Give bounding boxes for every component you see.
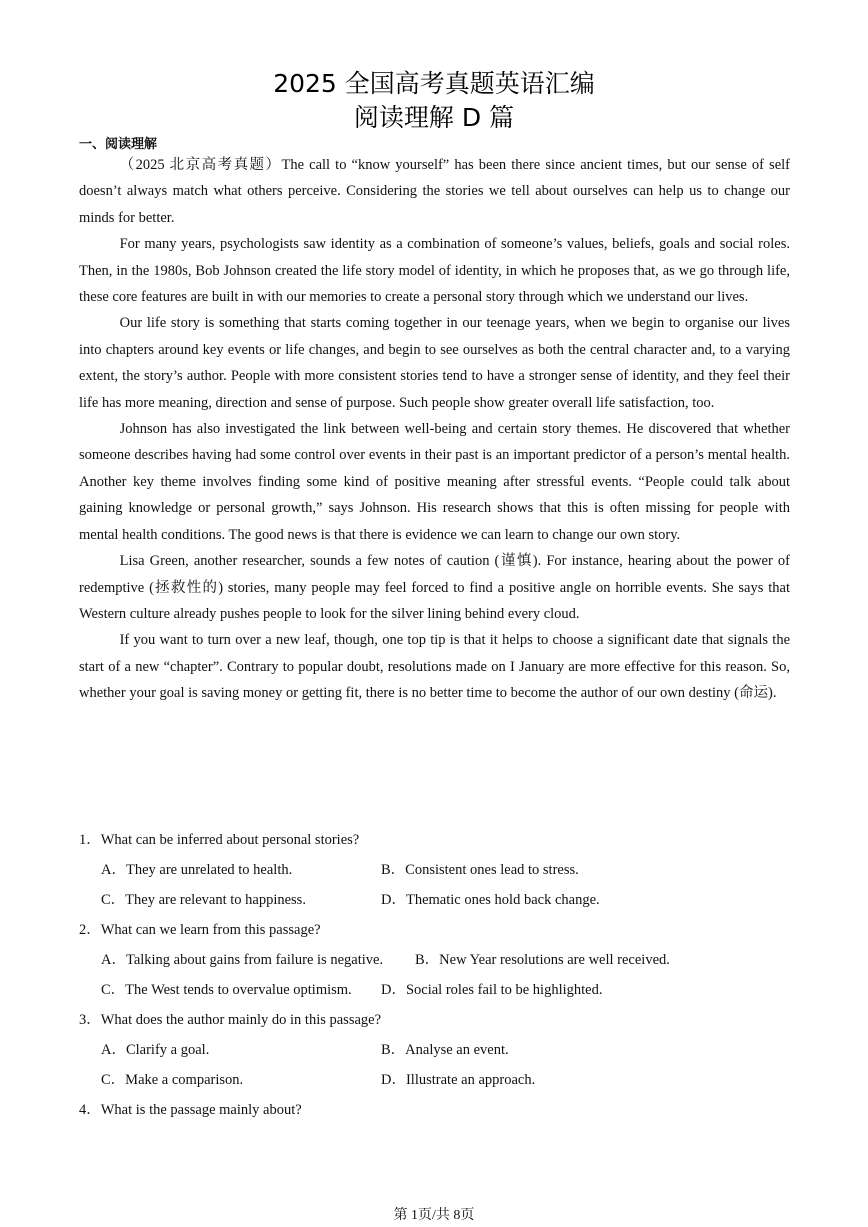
option-b: B．Consistent ones lead to stress. — [381, 862, 579, 878]
option-a: A．Talking about gains from failure is negative. — [101, 952, 384, 968]
section-heading: 一、阅读理解 — [79, 137, 158, 152]
page-number: 第 1页/共 8页 — [393, 1208, 475, 1223]
question-3 — [79, 1005, 790, 1095]
option-c: C．The West tends to overvalue optimism. — [101, 982, 352, 998]
option-a: A．Clarify a goal. — [101, 1042, 210, 1058]
document-title: 2025 全国高考真题英语汇编 — [273, 69, 595, 98]
passage-paragraph-6: If you want to turn over a new leaf, though, one top tip is that it helps to choose a significant date that signals the start of a new “chapter”. Contrary to popular doubt, resolutions made on I January are more effective for this reason. So, whether your goal is saving money or getting fit, there is no better time to become the author of our own destiny (命运). — [79, 632, 790, 702]
option-a: A．They are unrelated to health. — [101, 862, 293, 878]
passage-paragraph-3: Our life story is something that starts coming together in our teenage years, when we begin to organise our lives into chapters around key events or life changes, and begin to see ourselves as both the central character and, to a varying extent, the story’s author. People with more consistent stories tend to have a stronger sense of identity, and they feel their life has more meaning, direction and sense of purpose. Such people show greater overall life satisfaction, too. — [79, 315, 790, 411]
option-row — [79, 1065, 790, 1095]
question-stem: 2．What can we learn from this passage? — [79, 922, 321, 938]
option-row — [79, 885, 790, 915]
passage-paragraph-2: For many years, psychologists saw identity as a combination of someone’s values, beliefs, goals and social roles. Then, in the 1980s, Bob Johnson created the life story model of identity, in which he proposes that, as we go through life, these core features are built in with our memories to create a personal story through which we understand our lives. — [79, 236, 790, 306]
passage-paragraph-5: Lisa Green, another researcher, sounds a few notes of caution (谨慎). For instance, hearing about the power of redemptive (拯救性的) stories, many people may feel forced to find a positive angle on horrible events. She says that Western culture already pushes people to look for the silver lining behind every cloud. — [79, 553, 790, 622]
question-stem: 4．What is the passage mainly about? — [79, 1102, 302, 1118]
option-c: C．They are relevant to happiness. — [101, 892, 306, 908]
question-stem: 3．What does the author mainly do in this passage? — [79, 1012, 382, 1028]
option-d: D．Illustrate an approach. — [381, 1072, 536, 1088]
option-row — [79, 945, 790, 975]
passage-paragraph-1: （2025 北京高考真题）The call to “know yourself” has been there since ancient times, but our sense of self doesn’t always match what others perceive. Considering the stories we tell about ourselves can help us to change our minds for better. — [79, 157, 790, 226]
option-b: B．Analyse an event. — [381, 1042, 509, 1058]
reading-passage — [79, 152, 790, 707]
option-b: B．New Year resolutions are well received. — [415, 952, 670, 968]
passage-paragraph-4: Johnson has also investigated the link between well-being and certain story themes. He discovered that whether someone describes having had some control over events in their past is an important predictor of a person’s mental health. Another key theme involves finding some kind of positive meaning after stressful events. “People could talk about gaining knowledge or personal growth,” says Johnson. His research shows that this is often missing for people with mental health conditions. The good news is that there is evidence we can learn to change our own story. — [79, 421, 790, 543]
question-2 — [79, 915, 790, 1005]
question-4 — [79, 1095, 790, 1125]
question-stem: 1．What can be inferred about personal stories? — [79, 832, 360, 848]
document-subtitle: 阅读理解 D 篇 — [353, 103, 515, 132]
option-row — [79, 855, 790, 885]
option-c: C．Make a comparison. — [101, 1072, 244, 1088]
option-row — [79, 975, 790, 1005]
option-d: D．Thematic ones hold back change. — [381, 892, 600, 908]
question-list — [79, 825, 790, 1125]
option-row — [79, 1035, 790, 1065]
option-d: D．Social roles fail to be highlighted. — [381, 982, 603, 998]
question-1 — [79, 825, 790, 915]
